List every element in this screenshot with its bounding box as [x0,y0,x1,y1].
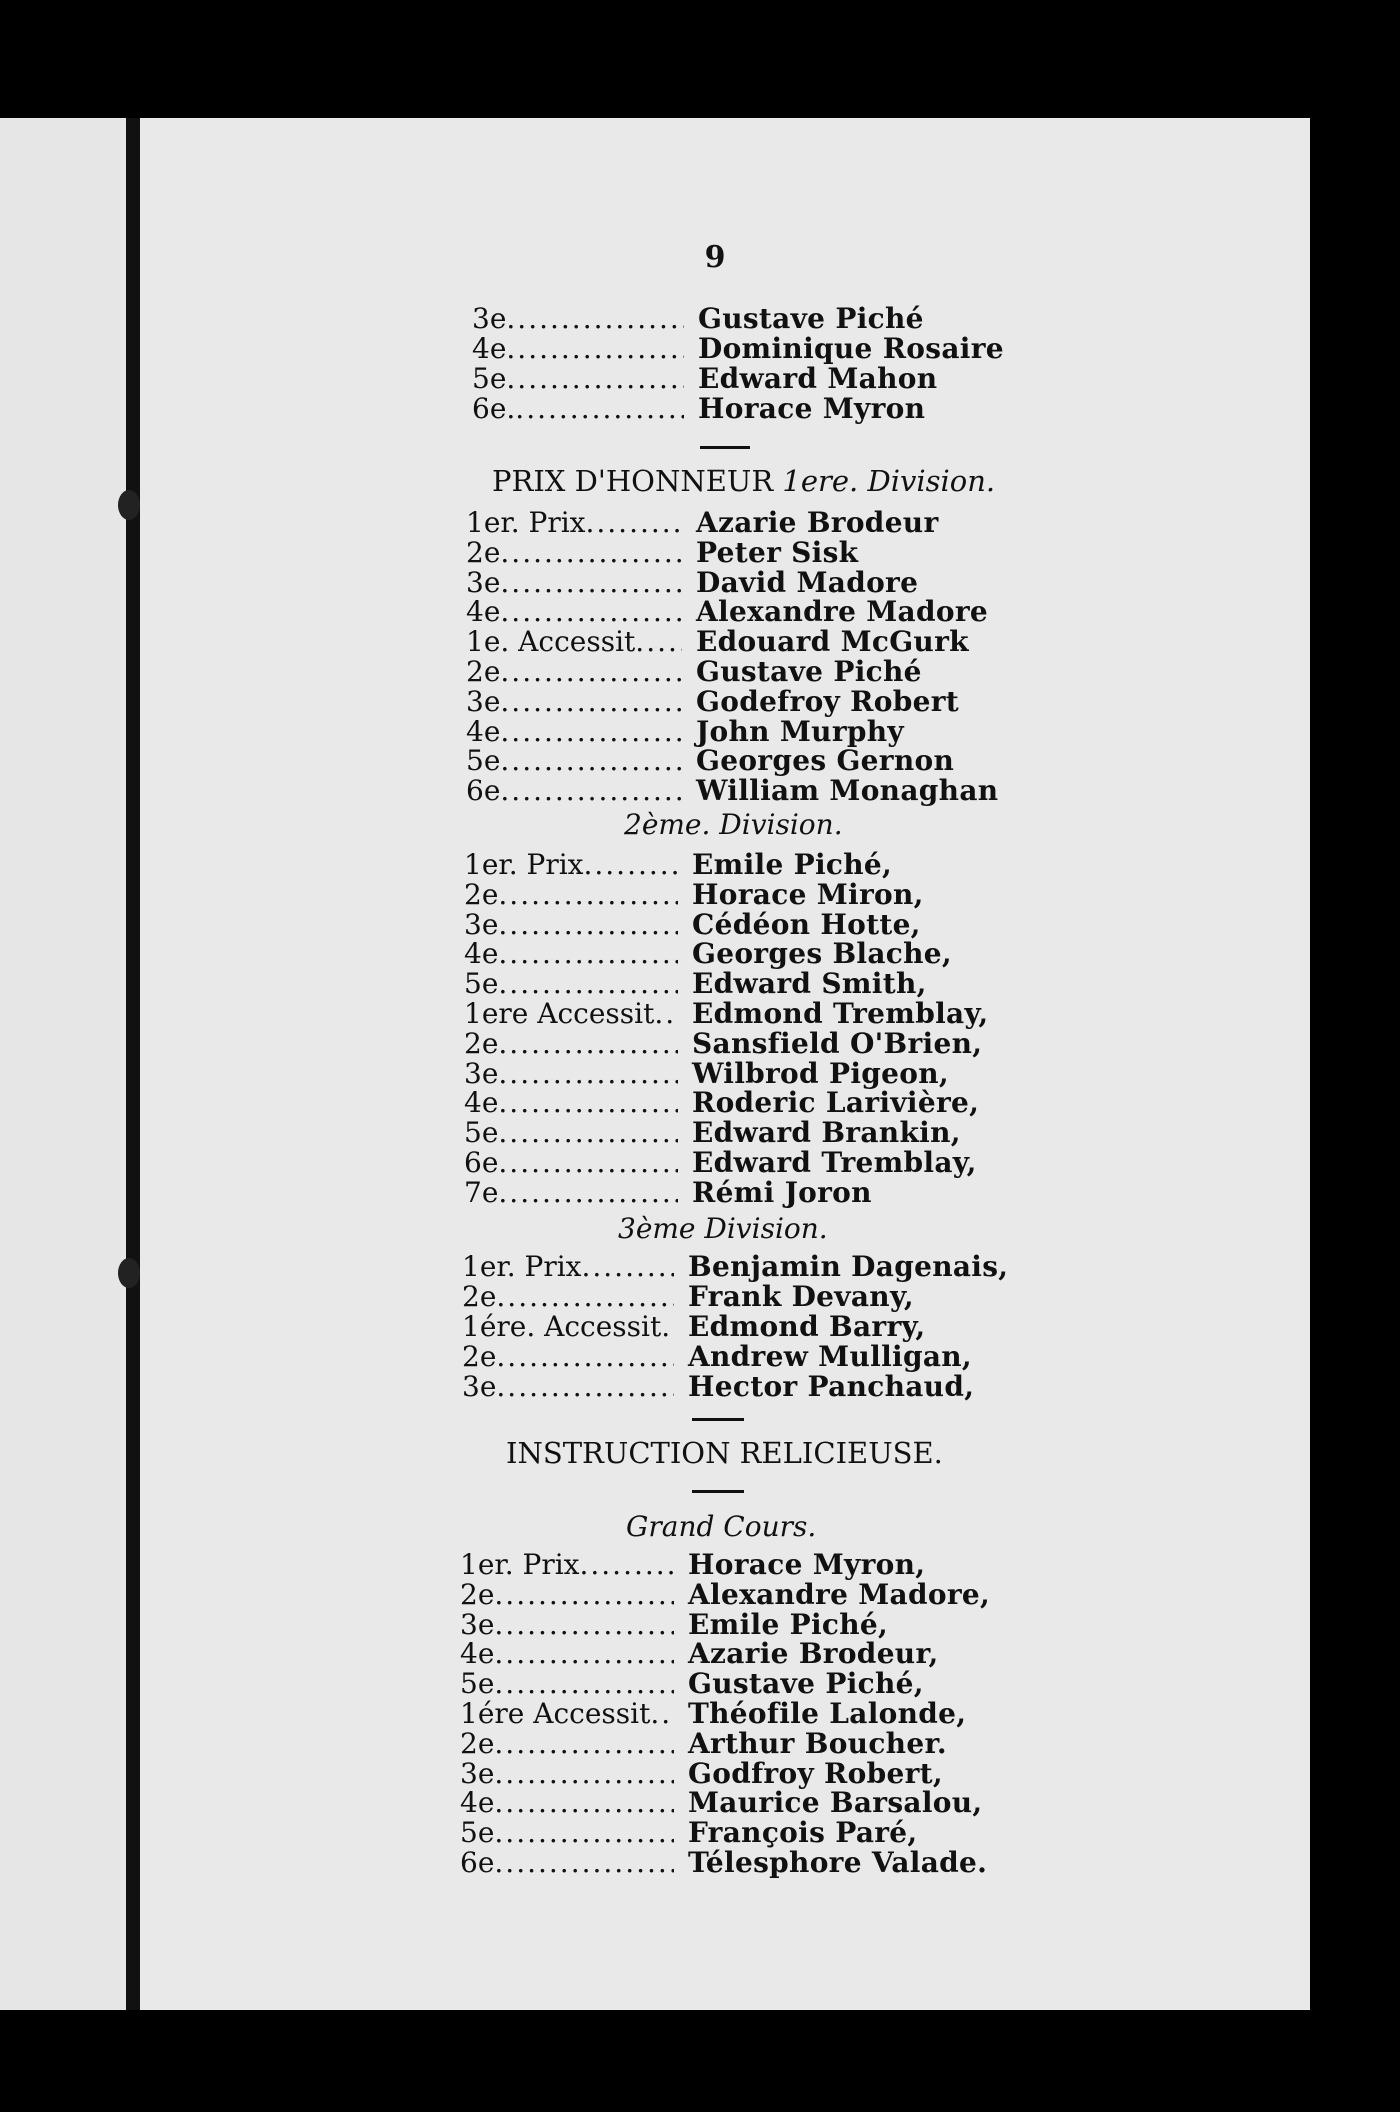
list-item [460,1637,968,1671]
entry-name: John Murphy [696,714,904,748]
entry-rank: 1ére. Accessit ..... [462,1310,674,1343]
entry-rank: 2e ..... [460,1578,674,1611]
entry-rank: 3e ..... [460,1757,674,1790]
entry-rank: 3e ..... [466,685,682,718]
list-item [464,848,972,881]
entry-rank: 1ere Accessit ..... [464,997,678,1030]
entry-name: Gustave Piché [698,302,924,335]
entry-name: Benjamin Dagenais, [688,1250,1009,1283]
list-item [466,535,976,569]
entry-name: Georges Blache, [692,937,952,971]
entry-rank: 5e ..... [460,1816,674,1849]
entry-rank: 3e ..... [460,1608,674,1641]
entry-rank: 4e ..... [464,937,678,970]
entry-rank: 4e ..... [466,715,682,748]
list-item [472,302,978,335]
entry-rank: 1er. Prix ..... [460,1548,674,1581]
list-item [464,877,972,911]
list-item [464,1146,977,1179]
entry-name: François Paré, [688,1816,918,1850]
entry-name: Rémi Joron [692,1175,872,1209]
entry-rank: 5e ..... [460,1667,674,1700]
entry-rank: 7e ..... [464,1176,678,1209]
entry-name: Edmond Tremblay, [692,997,989,1030]
list-item [464,907,972,941]
entry-rank: 6e ..... [464,1146,678,1179]
rule-divider [700,446,750,449]
entry-rank: 3e ..... [472,302,684,335]
entry-name: Théofile Lalonde, [688,1697,967,1730]
entry-rank: 6e ..... [466,774,682,807]
list-item [472,332,1004,365]
entry-name: Télesphore Valade. [688,1846,988,1879]
list-item [466,774,999,808]
list-item [464,1056,972,1090]
entry-name: Dominique Rosaire [698,332,1004,365]
entry-rank: 4e ..... [466,595,682,628]
list-item [464,937,972,971]
entry-rank: 4e ..... [460,1637,674,1670]
entry-name: Gustave Piché, [688,1667,924,1701]
section-title-instruction: INSTRUCTION RELICIEUSE. [506,1436,943,1470]
prix-honneur-title: PRIX D'HONNEUR [492,464,774,498]
entry-rank: 1er. Prix ..... [464,848,678,881]
list-item [462,1310,968,1343]
list-item [466,595,989,629]
entry-name: Azarie Brodeur [696,506,939,539]
list-item [460,1667,968,1701]
list-item [466,625,976,659]
entry-name: Georges Gernon [696,744,955,778]
entry-name: Edward Brankin, [692,1116,961,1150]
entry-rank: 1e. Accessit ..... [466,625,682,658]
list-item [466,506,976,539]
entry-rank: 4e ..... [472,332,684,365]
list-item [464,1175,972,1209]
entry-name: Horace Myron, [688,1548,926,1581]
second-division-label: 2ème. Division. [624,808,843,841]
list-item [462,1370,975,1403]
entry-name: Horace Myron [698,392,926,425]
grand-cours-label: Grand Cours. [626,1510,817,1543]
entry-name: Azarie Brodeur, [688,1637,939,1671]
list-item [464,997,989,1030]
entry-name: Horace Miron, [692,877,924,911]
list-item [464,1116,972,1150]
list-item [466,714,976,748]
entry-name: Edmond Barry, [688,1310,926,1343]
entry-rank: 6e. ..... [472,392,684,425]
entry-rank: 2e ..... [460,1727,674,1760]
section-title-prix-honneur [492,464,995,498]
list-item [460,1607,968,1641]
entry-rank: 5e ..... [464,967,678,1000]
entry-name: Edward Mahon [698,362,938,395]
entry-rank: 1er. Prix ..... [466,506,682,539]
entry-name: Edward Tremblay, [692,1146,977,1179]
entry-rank: 4e ..... [460,1786,674,1819]
list-item [466,684,976,718]
page-number: 9 [704,240,726,275]
entry-rank: 2e ..... [462,1340,674,1373]
book-spine [126,118,140,2010]
entry-name: Andrew Mulligan, [688,1340,972,1373]
entry-rank: 3e ..... [464,1057,678,1090]
entry-rank: 6e ..... [460,1846,674,1879]
entry-name: Emile Piché, [692,848,893,881]
entry-name: Frank Devany, [688,1280,914,1313]
entry-name: David Madore [696,565,919,599]
entry-name: Godefroy Robert [696,684,959,718]
entry-name: Maurice Barsalou, [688,1786,983,1820]
entry-name: Arthur Boucher. [688,1726,947,1760]
list-item [460,1697,968,1730]
list-item [460,1846,988,1879]
entry-rank: 5e ..... [472,362,684,395]
entry-name: Alexandre Madore [696,595,989,629]
list-item [464,1086,980,1120]
third-division-label: 3ème Division. [618,1212,828,1245]
entry-rank: 2e ..... [466,536,682,569]
spine-mark-bottom [118,1258,140,1288]
entry-name: Alexandre Madore, [688,1577,991,1611]
entry-name: Emile Piché, [688,1607,889,1641]
list-item [462,1250,1009,1283]
entry-name: William Monaghan [696,774,999,808]
entry-name: Edouard McGurk [696,625,969,659]
entry-name: Gustave Piché [696,655,922,688]
list-item [466,565,976,599]
entry-rank: 2e ..... [462,1280,674,1313]
list-item [460,1816,968,1850]
entry-rank: 3e ..... [464,908,678,941]
entry-name: Peter Sisk [696,535,859,569]
entry-rank: 3e ..... [466,566,682,599]
entry-name: Cédéon Hotte, [692,907,921,941]
entry-rank: 5e ..... [466,744,682,777]
list-item [466,744,976,778]
entry-name: Hector Panchaud, [688,1370,975,1403]
entry-name: Roderic Larivière, [692,1086,980,1120]
entry-rank: 1ére Accessit ..... [460,1697,674,1730]
spine-mark-top [118,490,140,520]
left-page-edge [0,118,134,2010]
list-item [472,362,978,395]
list-item [460,1756,968,1790]
list-item [472,392,978,425]
entry-rank: 2e ..... [464,1027,678,1060]
list-item [464,967,972,1001]
entry-name: Sansfield O'Brien, [692,1026,983,1060]
first-division-label: 1ere. Division. [782,464,996,498]
list-item [462,1280,968,1313]
list-item [462,1340,972,1373]
list-item [466,655,976,688]
list-item [464,1026,983,1060]
entry-rank: 5e ..... [464,1116,678,1149]
entry-name: Edward Smith, [692,967,927,1001]
rule-divider [692,1418,744,1421]
entry-rank: 4e ..... [464,1086,678,1119]
list-item [460,1786,983,1820]
entry-rank: 1er. Prix ..... [462,1250,674,1283]
entry-rank: 2e ..... [466,655,682,688]
list-item [460,1548,968,1581]
entry-rank: 2e ..... [464,878,678,911]
entry-rank: 3e ..... [462,1370,674,1403]
rule-divider [692,1490,744,1493]
entry-name: Godfroy Robert, [688,1756,943,1790]
entry-name: Wilbrod Pigeon, [692,1056,949,1090]
list-item [460,1577,991,1611]
list-item [460,1726,968,1760]
